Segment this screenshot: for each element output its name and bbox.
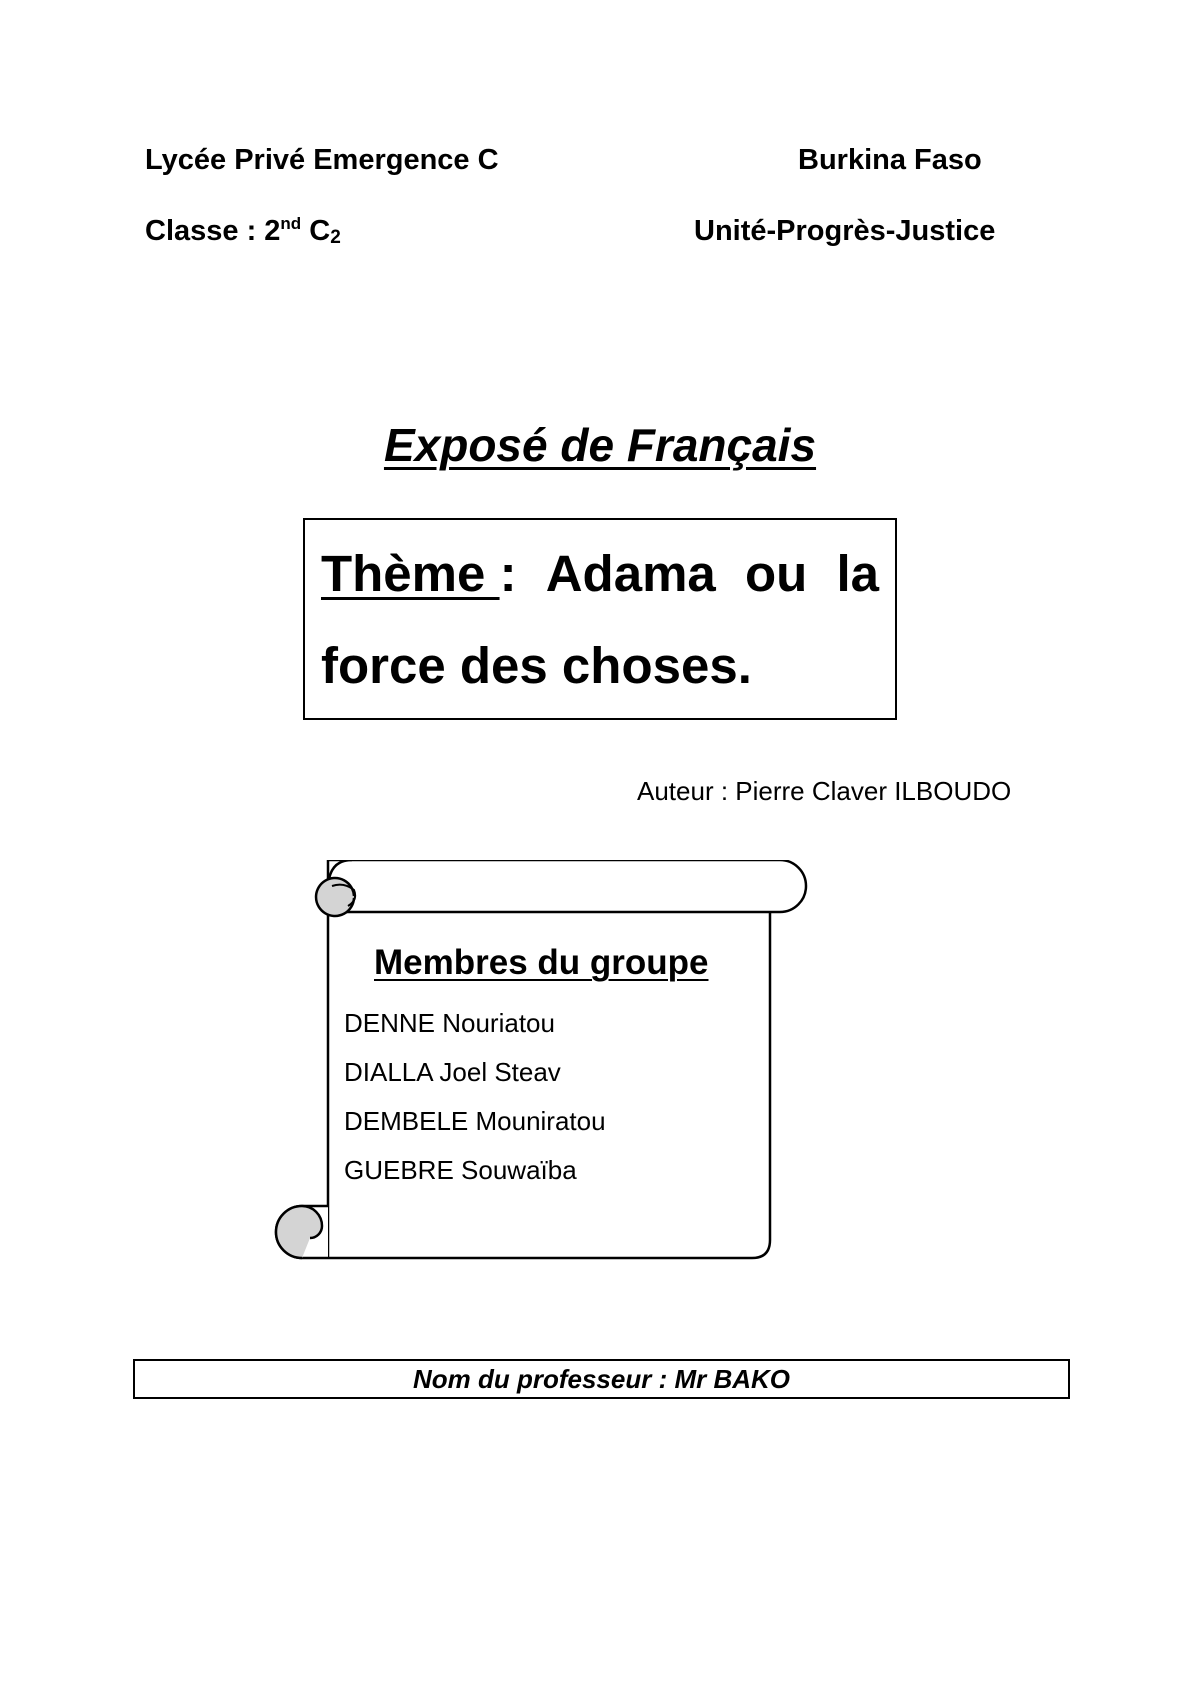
school-name: Lycée Privé Emergence C: [145, 144, 499, 176]
theme-colon: :: [499, 545, 517, 602]
scroll-top-roll: [328, 860, 806, 912]
document-title-text: Exposé de Français: [383, 419, 817, 471]
class-label: [145, 215, 341, 248]
member-item: DENNE Nouriatou: [344, 1008, 555, 1038]
class-base: C: [301, 215, 331, 247]
theme-label-group: [321, 528, 517, 620]
theme-label: Thème: [321, 545, 500, 602]
author-line: Auteur : Pierre Claver ILBOUDO: [637, 776, 1012, 806]
member-item: DEMBELE Mouniratou: [344, 1106, 606, 1136]
professor-box: [133, 1359, 1070, 1399]
scroll-top-curl: [316, 878, 354, 916]
document-title: [0, 418, 1200, 472]
professor-name: Nom du professeur : Mr BAKO: [412, 1364, 791, 1394]
member-item: DIALLA Joel Steav: [344, 1057, 561, 1087]
theme-word-3: la: [836, 545, 879, 602]
class-sup: nd: [280, 214, 302, 233]
member-item: GUEBRE Souwaïba: [344, 1155, 577, 1185]
class-sub: 2: [330, 227, 341, 248]
theme-word-1: Adama: [545, 545, 716, 602]
theme-box: [303, 518, 897, 720]
theme-line-2: force des choses.: [321, 637, 752, 694]
theme-word-2: ou: [744, 545, 808, 602]
members-heading: Membres du groupe: [374, 943, 709, 982]
class-text: Classe : 2: [145, 215, 281, 247]
country-motto: Unité-Progrès-Justice: [694, 215, 996, 247]
country-name: Burkina Faso: [798, 144, 982, 176]
theme-line-1: [321, 528, 879, 620]
